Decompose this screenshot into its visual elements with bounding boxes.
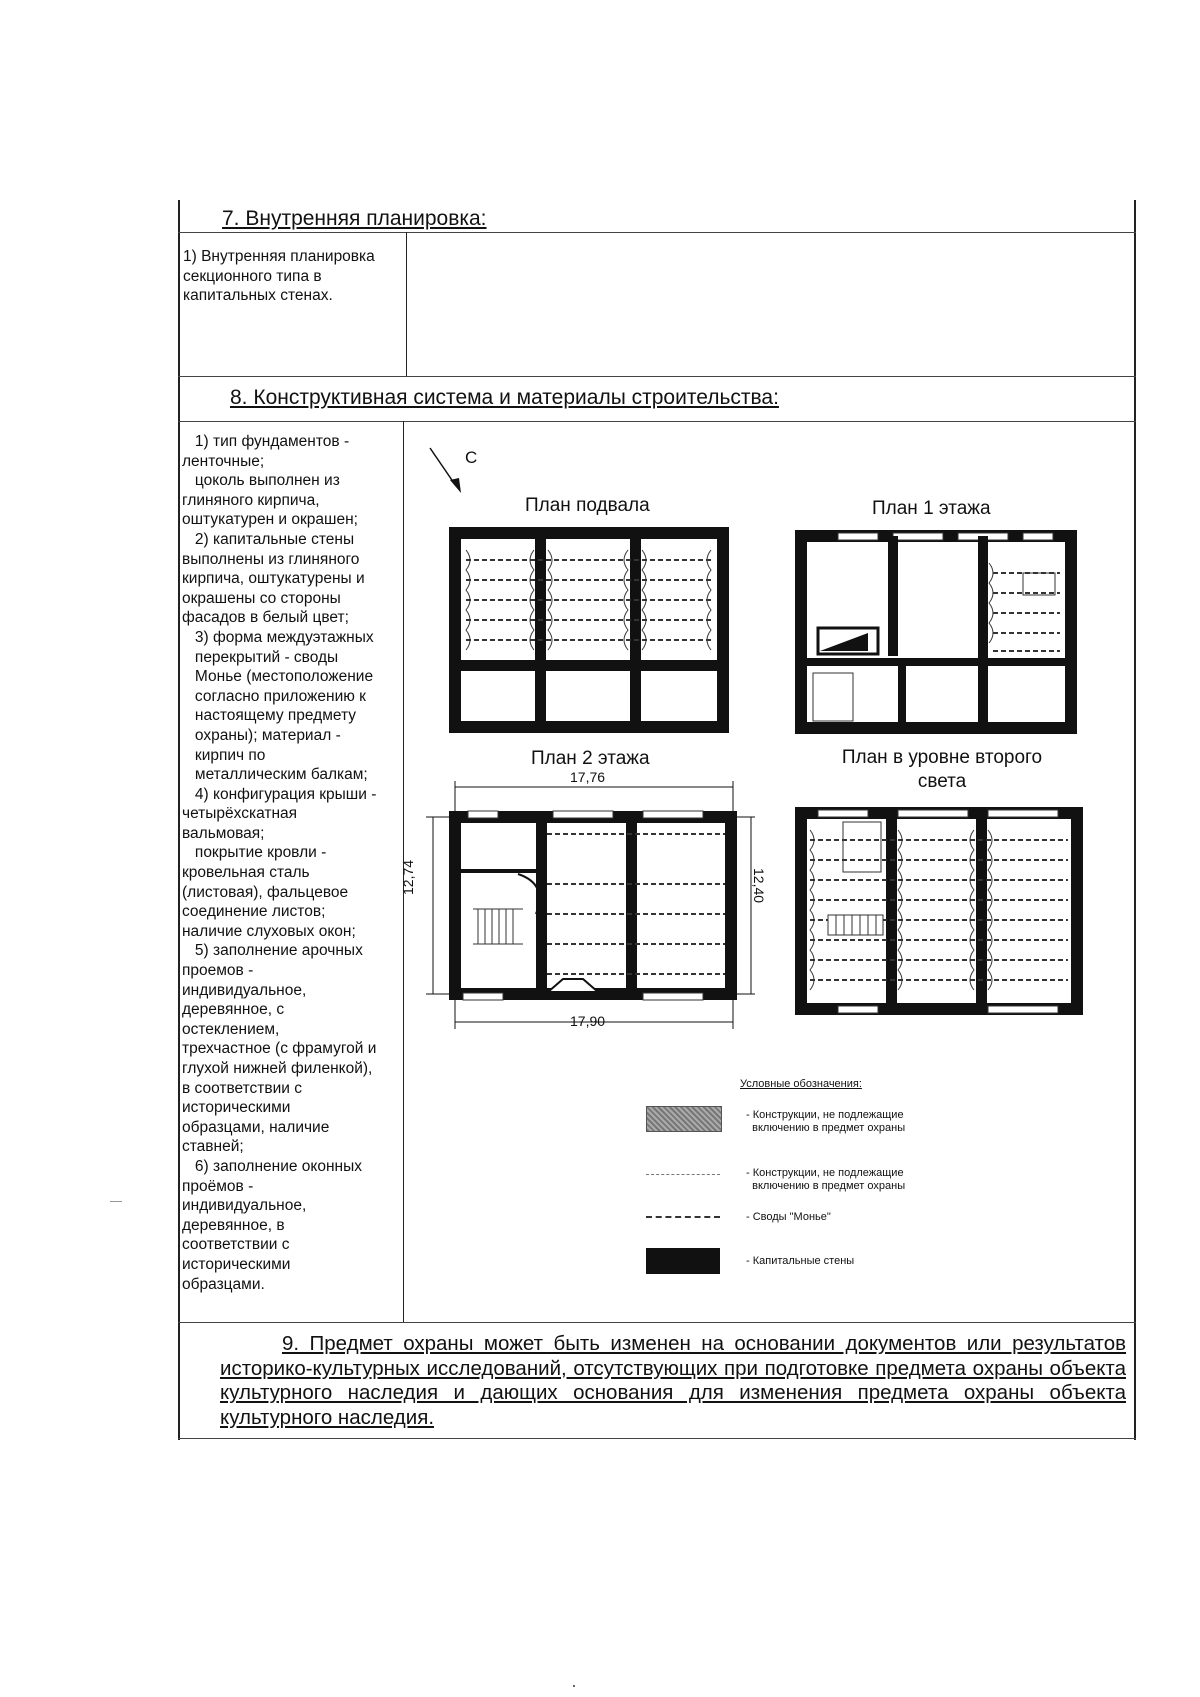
dimension-top-label: 17,76 <box>570 769 606 785</box>
legend-title: Условные обозначения: <box>740 1078 862 1090</box>
dimension-right-label: 12,40 <box>751 868 767 904</box>
dimension-bottom-label: 17,90 <box>570 1013 606 1029</box>
floor1-plan-title: План 1 этажа <box>872 498 991 519</box>
legend-dash-swatch <box>646 1216 720 1218</box>
floor2-plan-title: План 2 этажа <box>531 748 650 769</box>
section7-item-text: 1) Внутренняя планировка секционного типа в капитальных стенах. <box>183 248 375 305</box>
north-label: С <box>465 448 478 467</box>
legend-item2-text: - Конструкции, не подлежащие включению в предмет охраны <box>746 1167 906 1192</box>
north-arrow-icon <box>428 446 468 496</box>
legend-item1-text: - Конструкции, не подлежащие включению в предмет охраны <box>746 1109 906 1134</box>
dimension-left-label: 12,74 <box>400 859 416 895</box>
section7-top-rule <box>178 232 1136 233</box>
section8-body-rule <box>178 421 1136 422</box>
basement-plan-title: План подвала <box>525 495 650 516</box>
legend-light-dash-swatch <box>646 1174 720 1175</box>
table-left-border <box>178 200 180 1440</box>
legend-item4-text: - Капитальные стены <box>746 1255 855 1267</box>
section8-title: 8. Конструктивная система и материалы строительства: <box>230 386 779 409</box>
legend-solid-swatch <box>646 1248 720 1274</box>
section7-column-divider <box>406 232 407 376</box>
table-right-border <box>1134 200 1136 1440</box>
section9-note <box>220 1332 1126 1430</box>
legend-item3-text: - Своды "Монье" <box>746 1211 831 1223</box>
floor1-plan-drawing <box>798 533 1074 733</box>
second-light-plan-drawing <box>798 810 1080 1012</box>
section8-top-rule <box>178 376 1136 377</box>
second-light-plan-title: План в уровне второго света <box>841 747 1043 792</box>
basement-plan-drawing <box>452 530 726 730</box>
scan-dot <box>573 1685 575 1687</box>
section7-title: 7. Внутренняя планировка: <box>222 207 487 230</box>
scan-mark <box>110 1201 122 1202</box>
section9-text: 9. Предмет охраны может быть изменен на основании документов или результатов историко-культурных исследований, отсутствующих при подготовке предмета охраны объекта культурного наследия и дающих основания для изменения предмета охраны объекта культурного наследия. <box>220 1332 1126 1429</box>
section8-items-text: 1) тип фундаментов - ленточные; цоколь выполнен из глиняного кирпича, оштукатурен и окрашен; 2) капитальные стены выполнены из глиняного кирпича, оштукатурены и окрашены со стороны фасадов в белый цвет; 3) форма междуэтажных перекрытий - своды Монье (местоположение согласно приложению к настоящему предмету охраны); материал - кирпич по металлическим балкам; 4) конфигурация крыши - четырёхскатная вальмовая; покрытие кровли - кровельная сталь (листовая), фальцевое соединение листов; наличие слуховых окон; 5) заполнение арочных проемов - индивидуальное, деревянное, с остеклением, трехчастное (с фрамугой и глухой нижней филенкой), в соответствии с историческими образцами, наличие ставней; 6) заполнение оконных проёмов - индивидуальное, деревянное, в соответствии с историческими образцами. <box>182 433 377 1293</box>
legend-hatch-swatch <box>646 1106 722 1132</box>
section9-top-rule <box>178 1322 1136 1323</box>
floor2-plan-drawing <box>423 779 755 1042</box>
table-bottom-rule <box>178 1438 1136 1439</box>
